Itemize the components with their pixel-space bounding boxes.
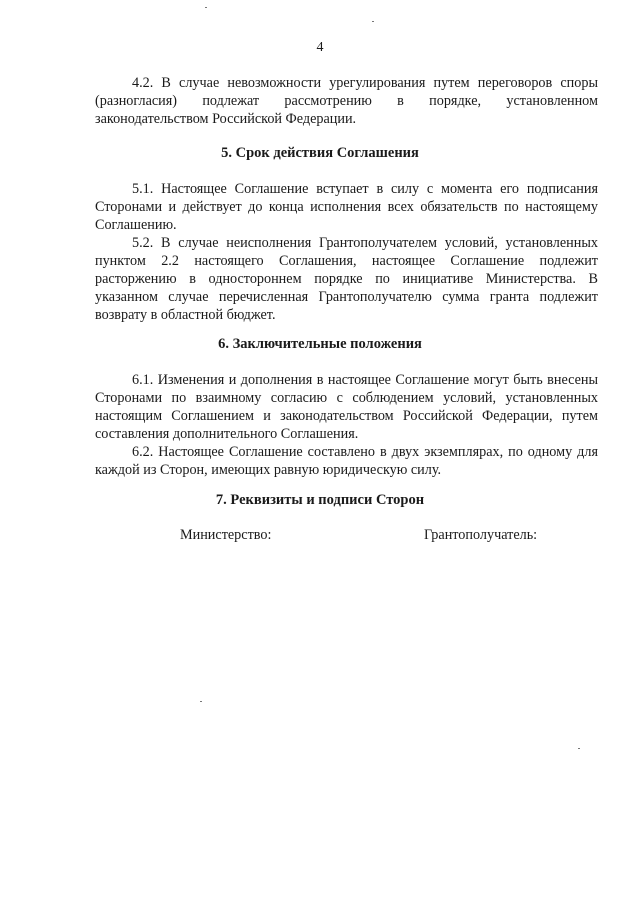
section-5-body — [95, 180, 598, 324]
paragraph-6-1: 6.1. Изменения и дополнения в настоящее Соглашение могут быть внесены Сторонами по взаимному согласию с соблюдением условий, установленных настоящим Соглашением и законодательством Российской Федерации, путем составления дополнительного Соглашения. — [95, 372, 598, 442]
section-4-2 — [95, 74, 598, 128]
paragraph-5-2: 5.2. В случае неисполнения Грантополучателем условий, установленных пунктом 2.2 настоящего Соглашения, настоящее Соглашение подлежит расторжению в одностороннем порядке по инициативе Министерства. В указанном случае перечисленная Грантополучателю сумма гранта подлежит возврату в областной бюджет. — [95, 235, 598, 323]
section-5-heading: 5. Срок действия Соглашения — [221, 145, 419, 161]
scan-speck — [200, 701, 202, 702]
section-7-heading: 7. Реквизиты и подписи Сторон — [215, 492, 425, 508]
paragraph-6-2: 6.2. Настоящее Соглашение составлено в двух экземплярах, по одному для каждой из Сторон, имеющих равную юридическую силу. — [95, 444, 598, 478]
paragraph-4-2: 4.2. В случае невозможности урегулирования путем переговоров споры (разногласия) подлежат рассмотрению в порядке, установленном законодательством Российской Федерации. — [95, 75, 598, 127]
paragraph-5-1: 5.1. Настоящее Соглашение вступает в силу с момента его подписания Сторонами и действует до конца исполнения всех обязательств по настоящему Соглашению. — [95, 181, 598, 233]
scan-speck — [205, 7, 207, 8]
section-6-body — [95, 371, 598, 479]
signatory-grantee-label: Грантополучатель: — [424, 527, 538, 543]
page-number: 4 — [316, 40, 324, 55]
section-6-heading: 6. Заключительные положения — [218, 336, 422, 352]
scan-speck — [578, 748, 580, 749]
signatory-ministry-label: Министерство: — [180, 527, 272, 543]
scan-speck — [372, 21, 374, 22]
